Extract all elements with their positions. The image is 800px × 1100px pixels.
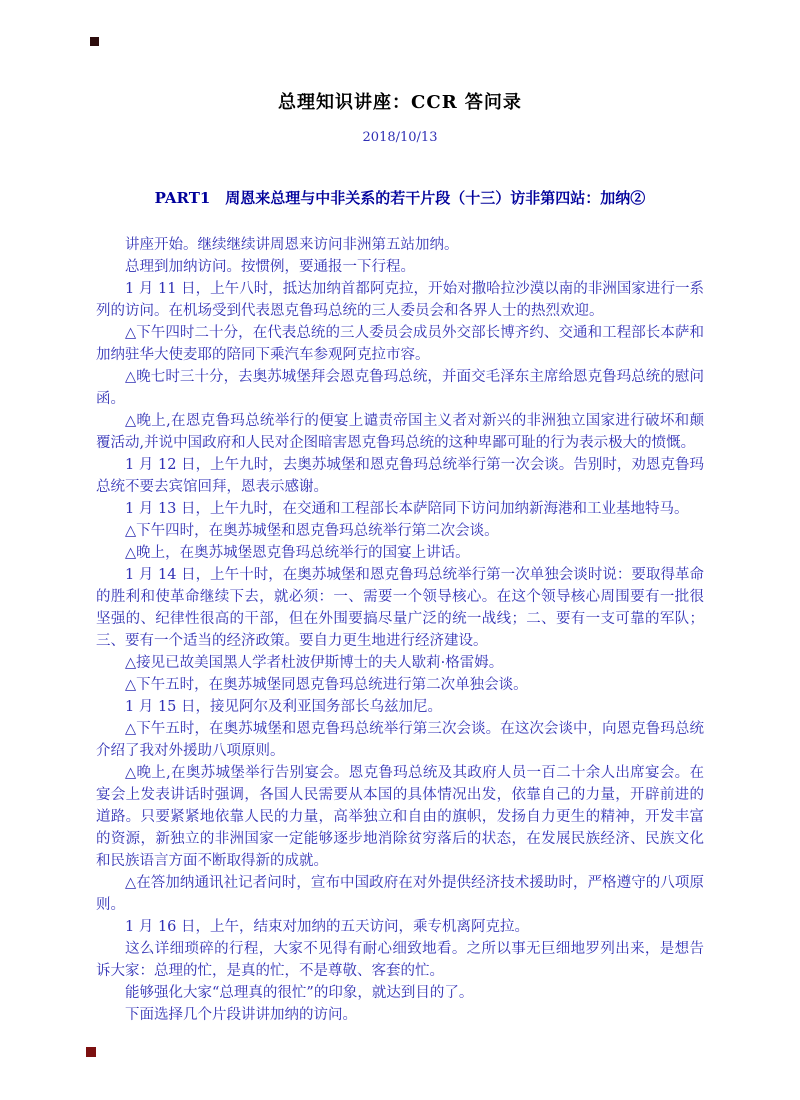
paragraph: 总理到加纳访问。按惯例，要通报一下行程。 [125,259,415,275]
paragraph: △下午四时，在奥苏城堡和恩克鲁玛总统举行第二次会谈。 [125,523,499,539]
paragraph: △在答加纳通讯社记者问时，宣布中国政府在对外提供经济技术援助时，严格遵守的八项原则。 [96,875,704,913]
document-date: 2018/10/13 [362,130,438,145]
paragraph: 1 月 11 日，上午八时，抵达加纳首都阿克拉，开始对撒哈拉沙漠以南的非洲国家进行一系列的访问。在机场受到代表恩克鲁玛总统的三人委员会和各界人士的热烈欢迎。 [96,281,704,319]
paragraph: △下午五时，在奥苏城堡同恩克鲁玛总统进行第二次单独会谈。 [125,677,528,693]
paragraph: △晚上,在恩克鲁玛总统举行的便宴上谴责帝国主义者对新兴的非洲独立国家进行破坏和颠覆活动,并说中国政府和人民对企图暗害恩克鲁玛总统的这种卑鄙可耻的行为表示极大的愤慨。 [96,413,704,451]
paragraph: △晚上,在奥苏城堡举行告别宴会。恩克鲁玛总统及其政府人员一百二十余人出席宴会。在宴会上发表讲话时强调，各国人民需要从本国的具体情况出发，依靠自己的力量，开辟前进的道路。只要紧紧地依靠人民的力量，高举独立和自由的旗帜，发扬自力更生的精神，开发丰富的资源，新独立的非洲国家一定能够逐步地消除贫穷落后的状态，在发展民族经济、民族文化和民族语言方面不断取得新的成就。 [96,765,704,869]
paragraph: 1 月 12 日，上午九时，去奥苏城堡和恩克鲁玛总统举行第一次会谈。告别时，劝恩克鲁玛总统不要去宾馆回拜，恩表示感谢。 [96,457,704,495]
paragraph: 讲座开始。继续继续讲周恩来访问非洲第五站加纳。 [125,237,459,253]
paragraph: △下午五时，在奥苏城堡和恩克鲁玛总统举行第三次会谈。在这次会谈中，向恩克鲁玛总统介绍了我对外援助八项原则。 [96,721,704,759]
part-heading: PART1 周恩来总理与中非关系的若干片段（十三）访非第四站：加纳② [154,189,646,207]
top-left-square-marker-icon [90,37,99,46]
paragraph: △下午四时二十分，在代表总统的三人委员会成员外交部长博齐约、交通和工程部长本萨和加纳驻华大使麦耶的陪同下乘汽车参观阿克拉市容。 [96,325,704,363]
document-title: 总理知识讲座：CCR 答问录 [278,92,522,113]
paragraph: △晚上，在奥苏城堡恩克鲁玛总统举行的国宴上讲话。 [125,545,470,561]
paragraph: △晚七时三十分，去奥苏城堡拜会恩克鲁玛总统，并面交毛泽东主席给恩克鲁玛总统的慰问函。 [96,369,704,407]
paragraph: 1 月 13 日，上午九时，在交通和工程部长本萨陪同下访问加纳新海港和工业基地特马。 [125,501,689,517]
paragraph: 下面选择几个片段讲讲加纳的访问。 [125,1007,357,1023]
paragraph: 能够强化大家“总理真的很忙”的印象，就达到目的了。 [125,985,474,1001]
document-body [96,234,704,1026]
paragraph: 1 月 14 日，上午十时，在奥苏城堡和恩克鲁玛总统举行第一次单独会谈时说：要取得革命的胜利和使革命继续下去，就必须：一、需要一个领导核心。在这个领导核心周围要有一批很坚强的、纪律性很高的干部，但在外围要搞尽量广泛的统一战线；二、要有一支可靠的军队；三、要有一个适当的经济政策。要自力更生地进行经济建设。 [96,567,704,649]
bottom-left-square-marker-icon [86,1047,96,1057]
paragraph: 1 月 16 日，上午，结束对加纳的五天访问，乘专机离阿克拉。 [125,919,530,935]
paragraph: 这么详细琐碎的行程，大家不见得有耐心细致地看。之所以事无巨细地罗列出来，是想告诉大家：总理的忙，是真的忙，不是尊敬、客套的忙。 [96,941,704,979]
paragraph: △接见已故美国黑人学者杜波伊斯博士的夫人歇莉·格雷姆。 [125,655,504,671]
paragraph: 1 月 15 日，接见阿尔及利亚国务部长乌兹加尼。 [125,699,443,715]
